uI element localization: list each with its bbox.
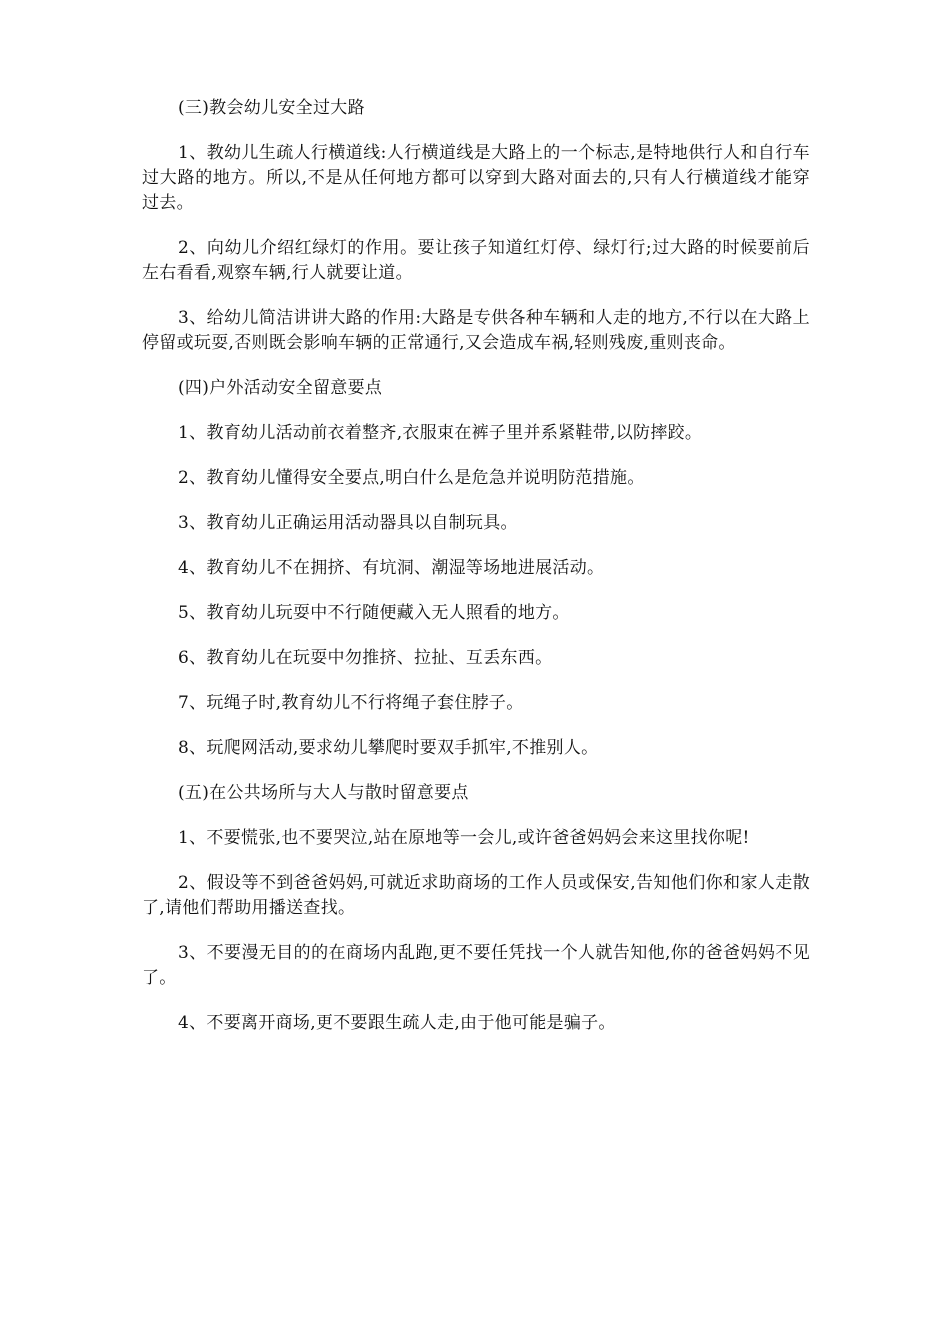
document-body bbox=[142, 96, 810, 1056]
paragraph: 6、教育幼儿在玩耍中勿推挤、拉扯、互丢东西。 bbox=[178, 648, 553, 668]
section-heading: (三)教会幼儿安全过大路 bbox=[178, 98, 365, 118]
section-heading: (四)户外活动安全留意要点 bbox=[178, 378, 383, 398]
paragraph: 4、不要离开商场,更不要跟生疏人走,由于他可能是骗子。 bbox=[178, 1013, 616, 1033]
paragraph: 7、玩绳子时,教育幼儿不行将绳子套住脖子。 bbox=[178, 693, 524, 713]
section-heading: (五)在公共场所与大人与散时留意要点 bbox=[178, 783, 469, 803]
paragraph: 8、玩爬网活动,要求幼儿攀爬时要双手抓牢,不推别人。 bbox=[178, 738, 599, 758]
paragraph: 4、教育幼儿不在拥挤、有坑洞、潮湿等场地进展活动。 bbox=[178, 558, 605, 578]
paragraph: 2、向幼儿介绍红绿灯的作用。要让孩子知道红灯停、绿灯行;过大路的时候要前后左右看看,观察车辆,行人就要让道。 bbox=[142, 238, 810, 283]
paragraph: 3、不要漫无目的的在商场内乱跑,更不要任凭找一个人就告知他,你的爸爸妈妈不见了。 bbox=[142, 943, 810, 988]
paragraph: 3、教育幼儿正确运用活动器具以自制玩具。 bbox=[178, 513, 518, 533]
paragraph: 1、教幼儿生疏人行横道线:人行横道线是大路上的一个标志,是特地供行人和自行车过大路的地方。所以,不是从任何地方都可以穿到大路对面去的,只有人行横道线才能穿过去。 bbox=[142, 143, 810, 213]
paragraph: 2、教育幼儿懂得安全要点,明白什么是危急并说明防范措施。 bbox=[178, 468, 645, 488]
paragraph: 5、教育幼儿玩耍中不行随便藏入无人照看的地方。 bbox=[178, 603, 570, 623]
paragraph: 3、给幼儿简洁讲讲大路的作用:大路是专供各种车辆和人走的地方,不行以在大路上停留或玩耍,否则既会影响车辆的正常通行,又会造成车祸,轻则残废,重则丧命。 bbox=[142, 308, 810, 353]
paragraph: 1、不要慌张,也不要哭泣,站在原地等一会儿,或许爸爸妈妈会来这里找你呢! bbox=[178, 828, 750, 848]
paragraph: 2、假设等不到爸爸妈妈,可就近求助商场的工作人员或保安,告知他们你和家人走散了,请他们帮助用播送查找。 bbox=[142, 873, 810, 918]
paragraph: 1、教育幼儿活动前衣着整齐,衣服束在裤子里并系紧鞋带,以防摔跤。 bbox=[178, 423, 703, 443]
